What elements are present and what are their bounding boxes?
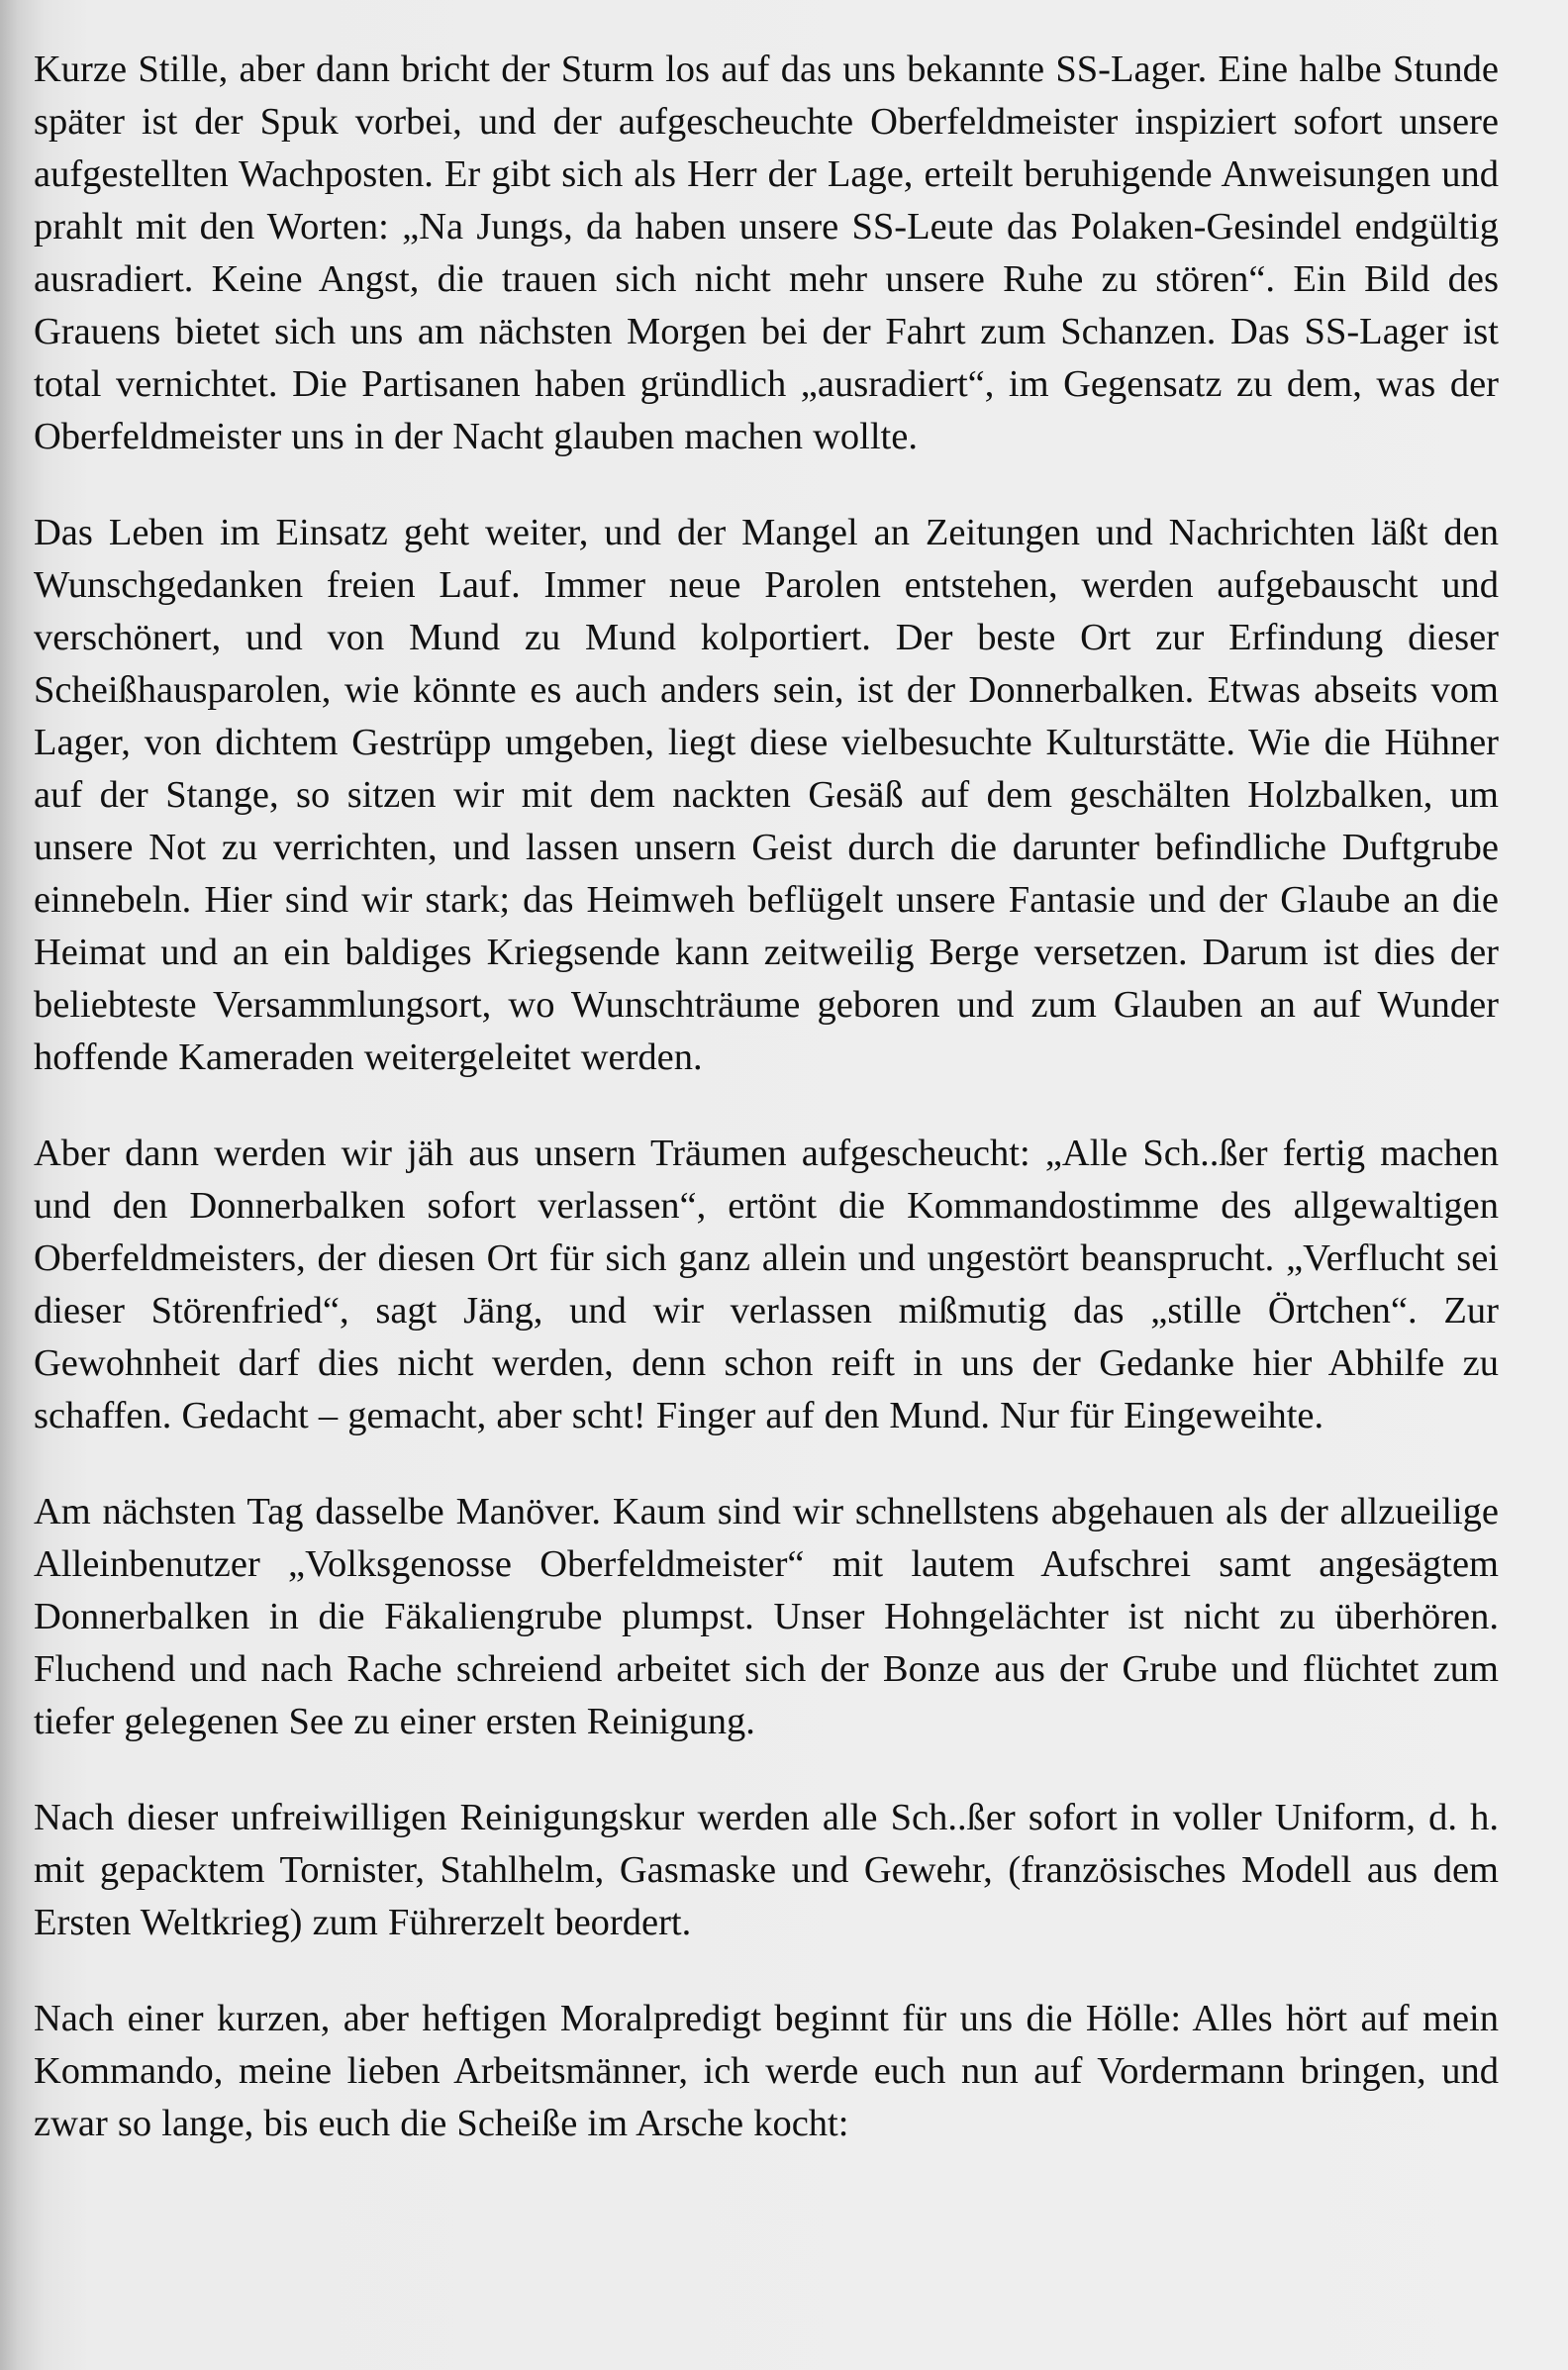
paragraph-2: Das Leben im Einsatz geht weiter, und der Mangel an Zeitungen und Nachrichten läßt den Wunschgedanken freien Lauf. Immer neue Parolen entstehen, werden aufgebauscht und verschönert, und von Mund zu Mund kolportiert. Der beste Ort zur Erfindung dieser Scheißhausparolen, wie könnte es auch anders sein, ist der Donnerbalken. Etwas abseits vom Lager, von dichtem Gestrüpp umgeben, liegt diese vielbesuchte Kulturstätte. Wie die Hühner auf der Stange, so sitzen wir mit dem nackten Gesäß auf dem geschälten Holzbalken, um unsere Not zu verrichten, und lassen unsern Geist durch die darunter befindliche Duftgrube einnebeln. Hier sind wir stark; das Heimweh beflügelt unsere Fantasie und der Glaube an die Heimat und an ein baldiges Kriegsende kann zeitweilig Berge versetzen. Darum ist dies der beliebteste Versammlungsort, wo Wunschträume geboren und zum Glauben an auf Wunder hoffende Kameraden weitergeleitet werden. [34,512,1499,1078]
paragraph-1: Kurze Stille, aber dann bricht der Sturm los auf das uns bekannte SS-Lager. Eine halbe Stunde später ist der Spuk vorbei, und der aufgescheuchte Oberfeldmeister inspiziert sofort unsere aufgestellten Wachposten. Er gibt sich als Herr der Lage, erteilt beruhigende Anweisungen und prahlt mit den Worten: „Na Jungs, da haben unsere SS-Leute das Polaken-Gesindel endgültig ausradiert. Keine Angst, die trauen sich nicht mehr unsere Ruhe zu stören“. Ein Bild des Grauens bietet sich uns am nächsten Morgen bei der Fahrt zum Schanzen. Das SS-Lager ist total vernichtet. Die Partisanen haben gründlich „ausradiert“, im Gegensatz zu dem, was der Oberfeldmeister uns in der Nacht glauben machen wollte. [34,49,1499,457]
paragraph-6: Nach einer kurzen, aber heftigen Moralpredigt beginnt für uns die Hölle: Alles hört auf mein Kommando, meine lieben Arbeitsmänner, ich werde euch nun auf Vordermann bringen, und zwar so lange, bis euch die Scheiße im Arsche kocht: [34,1998,1499,2144]
text-column [34,44,1499,2194]
paragraph-5: Nach dieser unfreiwilligen Reinigungskur werden alle Sch..ßer sofort in voller Uniform, d. h. mit gepacktem Tornister, Stahlhelm, Gasmaske und Gewehr, (französisches Modell aus dem Ersten Weltkrieg) zum Führerzelt beordert. [34,1797,1499,1943]
paragraph-3: Aber dann werden wir jäh aus unsern Träumen aufgescheucht: „Alle Sch..ßer fertig machen und den Donnerbalken sofort verlassen“, ertönt die Kommandostimme des allgewaltigen Oberfeldmeisters, der diesen Ort für sich ganz allein und ungestört beansprucht. „Verflucht sei dieser Störenfried“, sagt Jäng, und wir verlassen mißmutig das „stille Örtchen“. Zur Gewohnheit darf dies nicht werden, denn schon reift in uns der Gedanke hier Abhilfe zu schaffen. Gedacht – gemacht, aber scht! Finger auf den Mund. Nur für Eingeweihte. [34,1133,1499,1436]
paragraph-4: Am nächsten Tag dasselbe Manöver. Kaum sind wir schnellstens abgehauen als der allzueilige Alleinbenutzer „Volksgenosse Oberfeldmeister“ mit lautem Aufschrei samt angesägtem Donnerbalken in die Fäkaliengrube plumpst. Unser Hohngelächter ist nicht zu überhören. Fluchend und nach Rache schreiend arbeitet sich der Bonze aus der Grube und flüchtet zum tiefer gelegenen See zu einer ersten Reinigung. [34,1491,1499,1742]
